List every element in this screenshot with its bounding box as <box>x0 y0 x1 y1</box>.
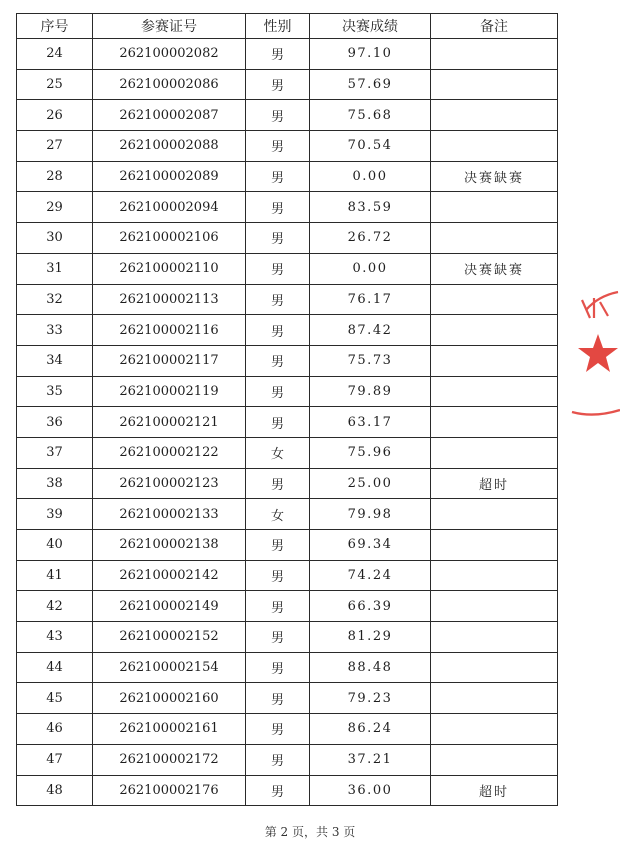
cell-no: 28 <box>17 161 93 192</box>
cell-remarks <box>431 376 558 407</box>
cell-gender: 男 <box>246 223 310 254</box>
cell-gender: 女 <box>246 499 310 530</box>
cell-remarks <box>431 315 558 346</box>
red-star-seal-icon <box>578 334 618 372</box>
cell-entry-id: 262100002133 <box>93 499 246 530</box>
cell-gender: 男 <box>246 39 310 70</box>
table-row <box>17 223 558 254</box>
cell-gender: 男 <box>246 468 310 499</box>
cell-gender: 男 <box>246 376 310 407</box>
table-row <box>17 161 558 192</box>
cell-remarks <box>431 437 558 468</box>
cell-gender: 男 <box>246 775 310 806</box>
cell-no: 26 <box>17 100 93 131</box>
cell-no: 48 <box>17 775 93 806</box>
cell-final-score: 97.10 <box>310 39 431 70</box>
table-row <box>17 131 558 162</box>
table-row <box>17 376 558 407</box>
cell-entry-id: 262100002087 <box>93 100 246 131</box>
cell-entry-id: 262100002088 <box>93 131 246 162</box>
cell-remarks <box>431 345 558 376</box>
cell-gender: 男 <box>246 622 310 653</box>
table-row <box>17 284 558 315</box>
cell-gender: 男 <box>246 714 310 745</box>
cell-remarks: 决赛缺赛 <box>431 161 558 192</box>
cell-no: 31 <box>17 253 93 284</box>
cell-remarks: 超时 <box>431 775 558 806</box>
cell-gender: 男 <box>246 161 310 192</box>
cell-entry-id: 262100002106 <box>93 223 246 254</box>
cell-remarks <box>431 622 558 653</box>
official-seal-fragment <box>568 288 620 428</box>
table-row <box>17 560 558 591</box>
cell-entry-id: 262100002082 <box>93 39 246 70</box>
cell-no: 36 <box>17 407 93 438</box>
cell-no: 24 <box>17 39 93 70</box>
cell-no: 38 <box>17 468 93 499</box>
cell-gender: 男 <box>246 131 310 162</box>
table-row <box>17 530 558 561</box>
cell-gender: 女 <box>246 437 310 468</box>
cell-no: 37 <box>17 437 93 468</box>
cell-no: 46 <box>17 714 93 745</box>
cell-no: 39 <box>17 499 93 530</box>
table-row <box>17 315 558 346</box>
cell-entry-id: 262100002142 <box>93 560 246 591</box>
cell-entry-id: 262100002161 <box>93 714 246 745</box>
cell-gender: 男 <box>246 192 310 223</box>
cell-entry-id: 262100002172 <box>93 744 246 775</box>
cell-gender: 男 <box>246 69 310 100</box>
cell-no: 40 <box>17 530 93 561</box>
cell-no: 32 <box>17 284 93 315</box>
header-remarks: 备注 <box>431 14 558 39</box>
cell-final-score: 79.89 <box>310 376 431 407</box>
cell-remarks <box>431 223 558 254</box>
cell-entry-id: 262100002176 <box>93 775 246 806</box>
cell-no: 41 <box>17 560 93 591</box>
cell-gender: 男 <box>246 253 310 284</box>
cell-final-score: 75.73 <box>310 345 431 376</box>
cell-remarks <box>431 69 558 100</box>
table-row <box>17 69 558 100</box>
cell-gender: 男 <box>246 345 310 376</box>
cell-no: 47 <box>17 744 93 775</box>
cell-remarks <box>431 560 558 591</box>
cell-final-score: 26.72 <box>310 223 431 254</box>
cell-remarks <box>431 100 558 131</box>
cell-final-score: 63.17 <box>310 407 431 438</box>
cell-gender: 男 <box>246 683 310 714</box>
cell-remarks <box>431 683 558 714</box>
cell-entry-id: 262100002138 <box>93 530 246 561</box>
cell-gender: 男 <box>246 652 310 683</box>
cell-entry-id: 262100002110 <box>93 253 246 284</box>
cell-final-score: 83.59 <box>310 192 431 223</box>
cell-gender: 男 <box>246 284 310 315</box>
cell-remarks: 超时 <box>431 468 558 499</box>
table-row <box>17 468 558 499</box>
table-row <box>17 407 558 438</box>
cell-entry-id: 262100002121 <box>93 407 246 438</box>
table-row <box>17 591 558 622</box>
table-row <box>17 345 558 376</box>
table-row <box>17 100 558 131</box>
cell-no: 43 <box>17 622 93 653</box>
cell-remarks <box>431 131 558 162</box>
table-row <box>17 253 558 284</box>
table-row <box>17 499 558 530</box>
table-row <box>17 39 558 70</box>
cell-entry-id: 262100002123 <box>93 468 246 499</box>
cell-final-score: 79.98 <box>310 499 431 530</box>
cell-no: 42 <box>17 591 93 622</box>
table-header-row <box>17 14 558 39</box>
cell-remarks <box>431 499 558 530</box>
table-row <box>17 775 558 806</box>
cell-entry-id: 262100002086 <box>93 69 246 100</box>
cell-entry-id: 262100002149 <box>93 591 246 622</box>
cell-remarks <box>431 192 558 223</box>
table-row <box>17 437 558 468</box>
cell-remarks <box>431 591 558 622</box>
table-row <box>17 744 558 775</box>
cell-entry-id: 262100002152 <box>93 622 246 653</box>
cell-final-score: 75.68 <box>310 100 431 131</box>
cell-entry-id: 262100002089 <box>93 161 246 192</box>
cell-gender: 男 <box>246 530 310 561</box>
cell-final-score: 76.17 <box>310 284 431 315</box>
cell-final-score: 25.00 <box>310 468 431 499</box>
cell-no: 30 <box>17 223 93 254</box>
cell-final-score: 81.29 <box>310 622 431 653</box>
cell-remarks <box>431 530 558 561</box>
cell-entry-id: 262100002116 <box>93 315 246 346</box>
cell-final-score: 87.42 <box>310 315 431 346</box>
cell-gender: 男 <box>246 100 310 131</box>
cell-final-score: 70.54 <box>310 131 431 162</box>
cell-final-score: 0.00 <box>310 253 431 284</box>
cell-entry-id: 262100002119 <box>93 376 246 407</box>
cell-entry-id: 262100002113 <box>93 284 246 315</box>
cell-final-score: 66.39 <box>310 591 431 622</box>
cell-final-score: 36.00 <box>310 775 431 806</box>
cell-remarks <box>431 714 558 745</box>
cell-entry-id: 262100002094 <box>93 192 246 223</box>
cell-final-score: 0.00 <box>310 161 431 192</box>
cell-final-score: 88.48 <box>310 652 431 683</box>
cell-no: 34 <box>17 345 93 376</box>
table-row <box>17 683 558 714</box>
cell-gender: 男 <box>246 591 310 622</box>
cell-gender: 男 <box>246 315 310 346</box>
cell-no: 35 <box>17 376 93 407</box>
cell-remarks: 决赛缺赛 <box>431 253 558 284</box>
cell-remarks <box>431 652 558 683</box>
table-row <box>17 714 558 745</box>
cell-entry-id: 262100002122 <box>93 437 246 468</box>
results-table <box>16 13 558 806</box>
cell-no: 29 <box>17 192 93 223</box>
table-body <box>17 39 558 806</box>
header-no: 序号 <box>17 14 93 39</box>
cell-entry-id: 262100002117 <box>93 345 246 376</box>
cell-gender: 男 <box>246 560 310 591</box>
header-final-score: 决赛成绩 <box>310 14 431 39</box>
cell-final-score: 75.96 <box>310 437 431 468</box>
cell-remarks <box>431 284 558 315</box>
cell-no: 33 <box>17 315 93 346</box>
cell-remarks <box>431 407 558 438</box>
cell-no: 44 <box>17 652 93 683</box>
table-row <box>17 652 558 683</box>
cell-no: 25 <box>17 69 93 100</box>
cell-remarks <box>431 39 558 70</box>
cell-no: 27 <box>17 131 93 162</box>
page-footer: 第 2 页，共 3 页 <box>264 825 356 839</box>
cell-gender: 男 <box>246 744 310 775</box>
header-entry-id: 参赛证号 <box>93 14 246 39</box>
cell-final-score: 57.69 <box>310 69 431 100</box>
cell-no: 45 <box>17 683 93 714</box>
table-row <box>17 622 558 653</box>
header-gender: 性别 <box>246 14 310 39</box>
cell-entry-id: 262100002154 <box>93 652 246 683</box>
cell-entry-id: 262100002160 <box>93 683 246 714</box>
cell-gender: 男 <box>246 407 310 438</box>
cell-final-score: 74.24 <box>310 560 431 591</box>
results-sheet <box>16 13 557 806</box>
cell-remarks <box>431 744 558 775</box>
cell-final-score: 37.21 <box>310 744 431 775</box>
cell-final-score: 69.34 <box>310 530 431 561</box>
cell-final-score: 79.23 <box>310 683 431 714</box>
cell-final-score: 86.24 <box>310 714 431 745</box>
table-row <box>17 192 558 223</box>
